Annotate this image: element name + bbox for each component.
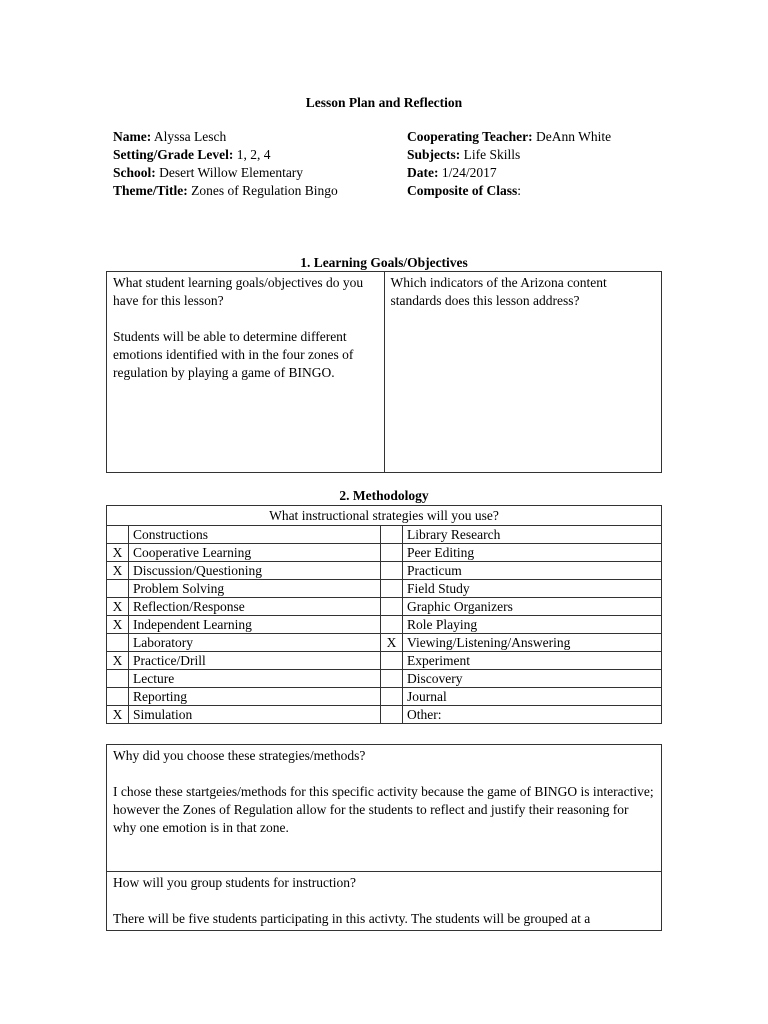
school-row xyxy=(113,164,348,182)
strategy-right-mark[interactable] xyxy=(381,562,403,580)
strategy-right-label: Graphic Organizers xyxy=(403,598,662,616)
strategy-left-mark[interactable]: X xyxy=(107,706,129,724)
strategy-right-label: Journal xyxy=(403,688,662,706)
date-value: 1/24/2017 xyxy=(438,165,497,180)
strategy-row xyxy=(107,562,662,580)
strategy-right-label: Role Playing xyxy=(403,616,662,634)
page-title: Lesson Plan and Reflection xyxy=(305,95,463,110)
reflection-table xyxy=(106,744,662,931)
strategy-right-label: Discovery xyxy=(403,670,662,688)
theme-row xyxy=(113,182,348,200)
name-value: Alyssa Lesch xyxy=(151,129,227,144)
goals-answer: Students will be able to determine different emotions identified with in the four zones of regulation by playing a game of BINGO. xyxy=(113,329,354,380)
composite-label: Composite of Class xyxy=(407,183,518,198)
section1-heading: 1. Learning Goals/Objectives xyxy=(300,255,468,270)
group-question: How will you group students for instruction? xyxy=(113,875,356,890)
strategy-row xyxy=(107,598,662,616)
school-label: School: xyxy=(113,165,156,180)
strategy-left-label: Cooperative Learning xyxy=(129,544,381,562)
strategy-left-mark[interactable] xyxy=(107,670,129,688)
strategy-right-label: Practicum xyxy=(403,562,662,580)
theme-label: Theme/Title: xyxy=(113,183,188,198)
strategy-row xyxy=(107,652,662,670)
strategy-right-label: Other: xyxy=(403,706,662,724)
strategy-right-label: Field Study xyxy=(403,580,662,598)
grade-label: Setting/Grade Level: xyxy=(113,147,234,162)
strategy-left-mark[interactable] xyxy=(107,580,129,598)
strategy-right-mark[interactable] xyxy=(381,616,403,634)
strategy-row xyxy=(107,580,662,598)
info-right xyxy=(407,128,667,200)
why-cell[interactable] xyxy=(107,745,662,872)
strategy-row xyxy=(107,670,662,688)
goals-question: What student learning goals/objectives do you have for this lesson? xyxy=(113,275,364,308)
strategy-left-label: Practice/Drill xyxy=(129,652,381,670)
strategy-row xyxy=(107,616,662,634)
composite-row xyxy=(407,182,667,200)
strategy-row xyxy=(107,688,662,706)
strategy-right-mark[interactable]: X xyxy=(381,634,403,652)
theme-value: Zones of Regulation Bingo xyxy=(187,183,338,198)
grade-row xyxy=(113,146,348,164)
strategy-left-label: Constructions xyxy=(129,526,381,544)
teacher-value: DeAnn White xyxy=(532,129,612,144)
methodology-table xyxy=(106,505,662,724)
section2-heading: 2. Methodology xyxy=(339,488,429,503)
methodology-rows xyxy=(107,526,662,724)
goals-left-cell[interactable] xyxy=(107,272,385,473)
grade-value: 1, 2, 4 xyxy=(233,147,271,162)
why-question: Why did you choose these strategies/methods? xyxy=(113,748,366,763)
info-left xyxy=(113,128,348,200)
strategy-right-label: Experiment xyxy=(403,652,662,670)
strategy-row xyxy=(107,706,662,724)
standards-cell[interactable] xyxy=(384,272,662,473)
strategy-left-mark[interactable] xyxy=(107,688,129,706)
standards-question: Which indicators of the Arizona content standards does this lesson address? xyxy=(390,275,607,308)
learning-goals-table xyxy=(106,271,662,473)
strategy-left-mark[interactable]: X xyxy=(107,544,129,562)
strategy-left-label: Independent Learning xyxy=(129,616,381,634)
strategy-right-mark[interactable] xyxy=(381,670,403,688)
strategy-left-label: Discussion/Questioning xyxy=(129,562,381,580)
strategy-row xyxy=(107,634,662,652)
subjects-row xyxy=(407,146,667,164)
composite-value: : xyxy=(517,183,522,198)
strategy-row xyxy=(107,526,662,544)
strategy-left-label: Reflection/Response xyxy=(129,598,381,616)
strategy-right-mark[interactable] xyxy=(381,544,403,562)
strategy-left-label: Laboratory xyxy=(129,634,381,652)
strategy-left-mark[interactable] xyxy=(107,634,129,652)
strategy-right-label: Library Research xyxy=(403,526,662,544)
school-value: Desert Willow Elementary xyxy=(155,165,304,180)
strategy-left-label: Problem Solving xyxy=(129,580,381,598)
strategy-left-label: Reporting xyxy=(129,688,381,706)
teacher-row xyxy=(407,128,667,146)
subjects-value: Life Skills xyxy=(460,147,521,162)
strategy-left-mark[interactable]: X xyxy=(107,652,129,670)
strategy-left-mark[interactable] xyxy=(107,526,129,544)
date-label: Date: xyxy=(407,165,439,180)
strategy-right-mark[interactable] xyxy=(381,688,403,706)
strategy-right-label: Viewing/Listening/Answering xyxy=(403,634,662,652)
strategy-right-mark[interactable] xyxy=(381,580,403,598)
strategy-left-mark[interactable]: X xyxy=(107,616,129,634)
strategy-right-mark[interactable] xyxy=(381,652,403,670)
strategy-row xyxy=(107,544,662,562)
why-answer: I chose these startgeies/methods for this specific activity because the game of BINGO is interactive; however the Zones of Regulation allow for the students to reflect and justify their reasoning for why one emotion is in that zone. xyxy=(113,784,654,835)
subjects-label: Subjects: xyxy=(407,147,461,162)
strategy-right-mark[interactable] xyxy=(381,598,403,616)
name-row xyxy=(113,128,348,146)
strategy-right-mark[interactable] xyxy=(381,706,403,724)
grouping-cell[interactable] xyxy=(107,872,662,931)
teacher-label: Cooperating Teacher: xyxy=(407,129,533,144)
strategy-left-label: Simulation xyxy=(129,706,381,724)
strategy-left-mark[interactable]: X xyxy=(107,562,129,580)
methodology-table-header: What instructional strategies will you use? xyxy=(107,506,662,526)
strategy-right-label: Peer Editing xyxy=(403,544,662,562)
strategy-left-label: Lecture xyxy=(129,670,381,688)
group-answer: There will be five students participating in this activty. The students will be grouped at a xyxy=(113,911,591,926)
date-row xyxy=(407,164,667,182)
strategy-right-mark[interactable] xyxy=(381,526,403,544)
name-label: Name: xyxy=(113,129,152,144)
strategy-left-mark[interactable]: X xyxy=(107,598,129,616)
